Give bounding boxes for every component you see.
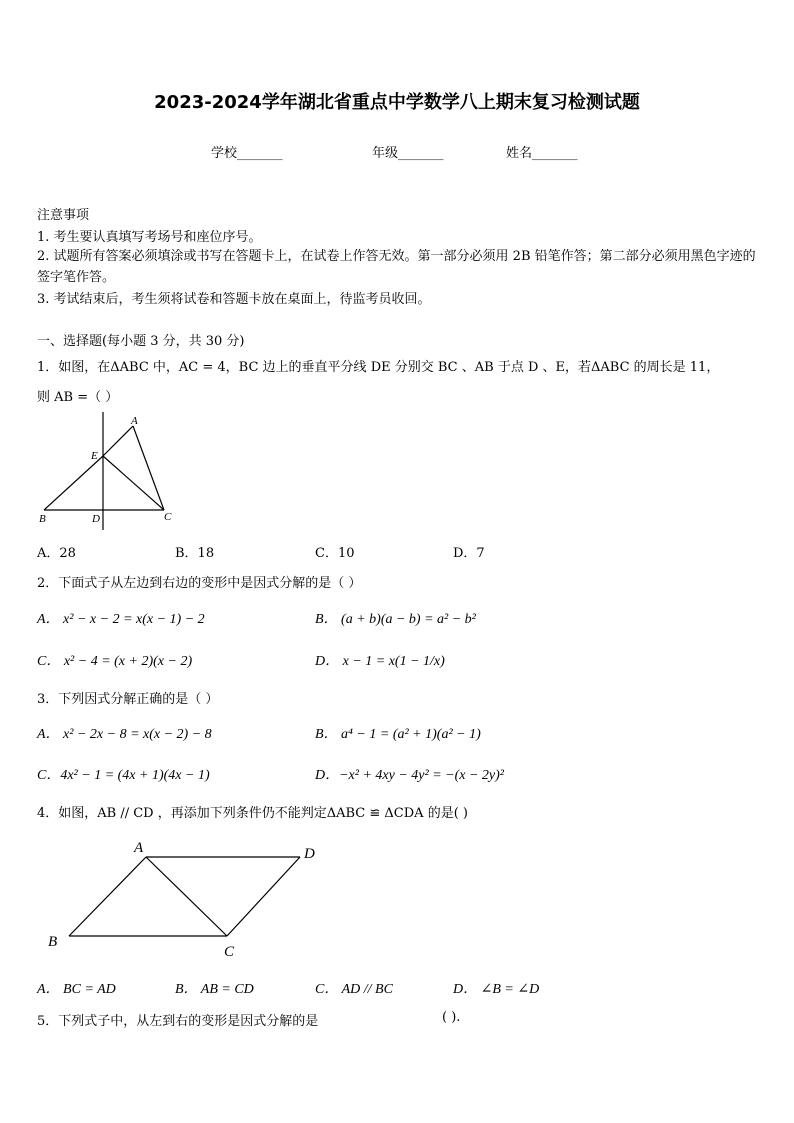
question-3-stem: 3．下列因式分解正确的是（ ） xyxy=(37,692,219,707)
page-title: 2023-2024学年湖北省重点中学数学八上期末复习检测试题 xyxy=(154,92,640,113)
school-field: 学校_______ xyxy=(211,146,283,161)
option-c: C．4x² − 1 = (4x + 1)(4x − 1) xyxy=(37,768,210,783)
question-1-stem: 1．如图，在ΔABC 中，AC = 4，BC 边上的垂直平分线 DE 分别交 BC 、AB 于点 D 、E，若ΔABC 的周长是 11， xyxy=(37,360,720,375)
option-d: D．7 xyxy=(453,546,485,561)
question-5-stem: 5．下列式子中，从左到右的变形是因式分解的是 xyxy=(37,1014,319,1029)
option-b: B． a⁴ − 1 = (a² + 1)(a² − 1) xyxy=(315,727,481,742)
option-a: A． x² − x − 2 = x(x − 1) − 2 xyxy=(37,612,205,627)
notes-heading: 注意事项 xyxy=(37,208,90,223)
option-d: D． x − 1 = x(1 − 1/x) xyxy=(315,654,445,669)
section-heading: 一、选择题(每小题 3 分，共 30 分) xyxy=(37,334,245,349)
fig4-label-b: B xyxy=(48,934,58,950)
option-b: B． AB = CD xyxy=(175,982,254,997)
question-4-stem: 4．如图，AB // CD ，再添加下列条件仍不能判定ΔABC ≌ ΔCDA 的是( ) xyxy=(37,806,468,821)
fig4-label-c: C xyxy=(224,944,235,960)
option-b: B． (a + b)(a − b) = a² − b² xyxy=(315,612,476,627)
option-d: D．−x² + 4xy − 4y² = −(x − 2y)² xyxy=(315,768,504,783)
fig1-label-e: E xyxy=(91,450,98,462)
question-4-figure xyxy=(38,832,338,962)
note-item: 3. 考试结束后，考生须将试卷和答题卡放在桌面上，待监考员收回。 xyxy=(37,292,431,307)
option-c: C． x² − 4 = (x + 2)(x − 2) xyxy=(37,654,193,669)
option-c: C． AD // BC xyxy=(315,982,393,997)
fig1-label-b: B xyxy=(39,513,46,525)
option-c: C．10 xyxy=(315,546,355,561)
option-b: B．18 xyxy=(175,546,215,561)
fig1-label-a: A xyxy=(131,415,138,427)
option-a: A． x² − 2x − 8 = x(x − 2) − 8 xyxy=(37,727,212,742)
fig4-label-d: D xyxy=(304,846,315,862)
question-1-stem-cont: 则 AB =（ ） xyxy=(37,390,119,405)
grade-field: 年级_______ xyxy=(372,146,444,161)
fig1-label-c: C xyxy=(164,511,172,523)
note-item: 2. 试题所有答案必须填涂或书写在答题卡上，在试卷上作答无效。第一部分必须用 2B 铅笔作答；第二部分必须用黑色字迹的签字笔作答。 xyxy=(37,249,756,285)
option-d: D． ∠B = ∠D xyxy=(453,982,540,997)
question-2-stem: 2．下面式子从左边到右边的变形中是因式分解的是（ ） xyxy=(37,576,362,591)
option-a: A．28 xyxy=(37,546,76,561)
fig1-label-d: D xyxy=(92,513,100,525)
answer-paren: ( ). xyxy=(442,1010,461,1025)
question-1-figure xyxy=(30,408,190,536)
note-item: 1. 考生要认真填写考场号和座位序号。 xyxy=(37,230,262,245)
name-field: 姓名_______ xyxy=(506,146,578,161)
fig4-label-a: A xyxy=(134,840,144,856)
option-a: A． BC = AD xyxy=(37,982,116,997)
